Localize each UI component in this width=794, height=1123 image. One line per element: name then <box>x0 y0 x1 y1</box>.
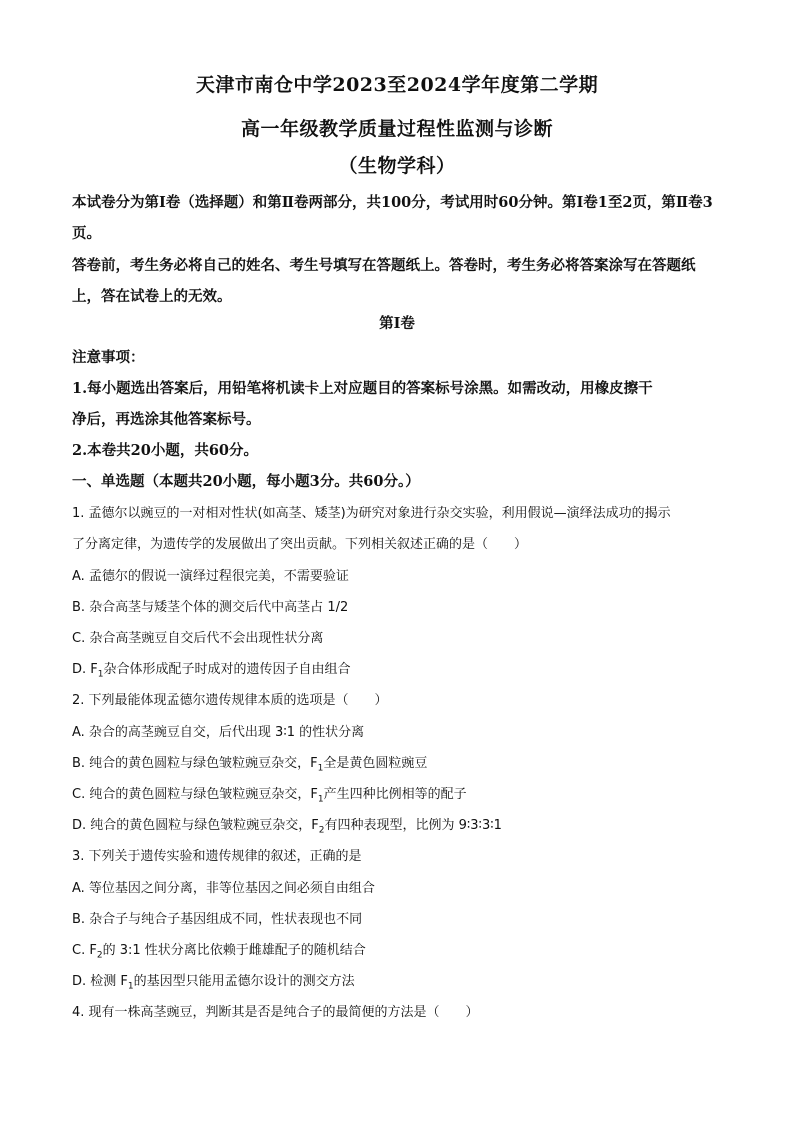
question-1-option-d <box>72 654 722 685</box>
section-single-choice: 一、单选题（本题共20小题，每小题3分。共60分。） <box>72 473 420 490</box>
question-1-option-d-pre: D. F <box>72 662 98 677</box>
exam-title-grade: 高一年级教学质量过程性监测与诊断 <box>240 118 553 140</box>
question-2-option-d-sub: 2 <box>318 825 325 836</box>
question-2-option-b-pre: B. 纯合的黄色圆粒与绿色皱粒豌豆杂交，F <box>72 756 318 771</box>
notes-heading: 注意事项： <box>72 349 145 366</box>
question-1-stem-line1: 1. 孟德尔以豌豆的一对相对性状(如高茎、矮茎)为研究对象进行杂交实验，利用假说—演绎法成功的揭示 <box>72 506 671 521</box>
answer-instructions: 答卷前，考生务必将自己的姓名、考生号填写在答题纸上。答卷时，考生务必将答案涂写在答题纸上，答在试卷上的无效。 <box>72 257 696 305</box>
question-3-option-c-pre: C. F <box>72 943 97 958</box>
intro-paragraph: 本试卷分为第Ⅰ卷（选择题）和第Ⅱ卷两部分，共100分，考试用时60分钟。第Ⅰ卷1至2页，第Ⅱ卷3页。 <box>72 194 713 242</box>
question-3-option-d <box>72 966 722 997</box>
question-1-option-d-post: 杂合体形成配子时成对的遗传因子自由组合 <box>103 662 351 677</box>
question-3-option-a: A. 等位基因之间分离，非等位基因之间必须自由组合 <box>72 881 375 896</box>
exam-title-subject: （生物学科） <box>338 155 456 177</box>
notes-item-1-line1: 1.每小题选出答案后，用铅笔将机读卡上对应题目的答案标号涂黑。如需改动，用橡皮擦干 <box>72 380 653 397</box>
question-2-option-c-pre: C. 纯合的黄色圆粒与绿色皱粒豌豆杂交，F <box>72 787 318 802</box>
question-2-option-c <box>72 779 722 810</box>
question-2-option-d-post: 有四种表现型，比例为 9∶3∶3∶1 <box>324 818 502 833</box>
question-2-option-a: A. 杂合的高茎豌豆自交，后代出现 3∶1 的性状分离 <box>72 725 365 740</box>
question-1-option-c: C. 杂合高茎豌豆自交后代不会出现性状分离 <box>72 631 324 646</box>
question-1-option-b: B. 杂合高茎与矮茎个体的测交后代中高茎占 1/2 <box>72 600 349 615</box>
question-4-stem: 4. 现有一株高茎豌豆，判断其是否是纯合子的最简便的方法是（ ） <box>72 1005 479 1020</box>
question-2-option-d-pre: D. 纯合的黄色圆粒与绿色皱粒豌豆杂交，F <box>72 818 319 833</box>
question-3-option-d-sub: 1 <box>127 981 134 992</box>
question-3-option-b: B. 杂合子与纯合子基因组成不同，性状表现也不同 <box>72 912 363 927</box>
exam-title-school: 天津市南仓中学2023至2024学年度第二学期 <box>195 74 599 96</box>
question-3-option-d-post: 的基因型只能用孟德尔设计的测交方法 <box>133 974 355 989</box>
question-3-option-c-sub: 2 <box>96 950 103 961</box>
question-2-option-c-post: 产生四种比例相等的配子 <box>323 787 467 802</box>
question-3-option-c-post: 的 3:1 性状分离比依赖于雌雄配子的随机结合 <box>102 943 366 958</box>
question-2-option-b-sub: 1 <box>317 763 324 774</box>
notes-item-2: 2.本卷共20小题，共60分。 <box>72 442 258 459</box>
question-1-stem-line2: 了分离定律，为遗传学的发展做出了突出贡献。下列相关叙述正确的是（ ） <box>72 537 528 552</box>
question-2-stem: 2. 下列最能体现孟德尔遗传规律本质的选项是（ ） <box>72 693 388 708</box>
notes-item-1-line2: 净后，再选涂其他答案标号。 <box>72 411 261 428</box>
question-2-option-c-sub: 1 <box>317 794 324 805</box>
question-3-stem: 3. 下列关于遗传实验和遗传规律的叙述，正确的是 <box>72 849 362 864</box>
section-juan-1: 第Ⅰ卷 <box>379 315 415 332</box>
question-2-option-b <box>72 748 722 779</box>
question-2-option-b-post: 全是黄色圆粒豌豆 <box>323 756 428 771</box>
question-3-option-d-pre: D. 检测 F <box>72 974 128 989</box>
question-1-option-a: A. 孟德尔的假说一演绎过程很完美，不需要验证 <box>72 569 349 584</box>
question-2-option-d <box>72 810 722 841</box>
question-3-option-c <box>72 935 722 966</box>
question-1-option-d-sub: 1 <box>97 669 104 680</box>
